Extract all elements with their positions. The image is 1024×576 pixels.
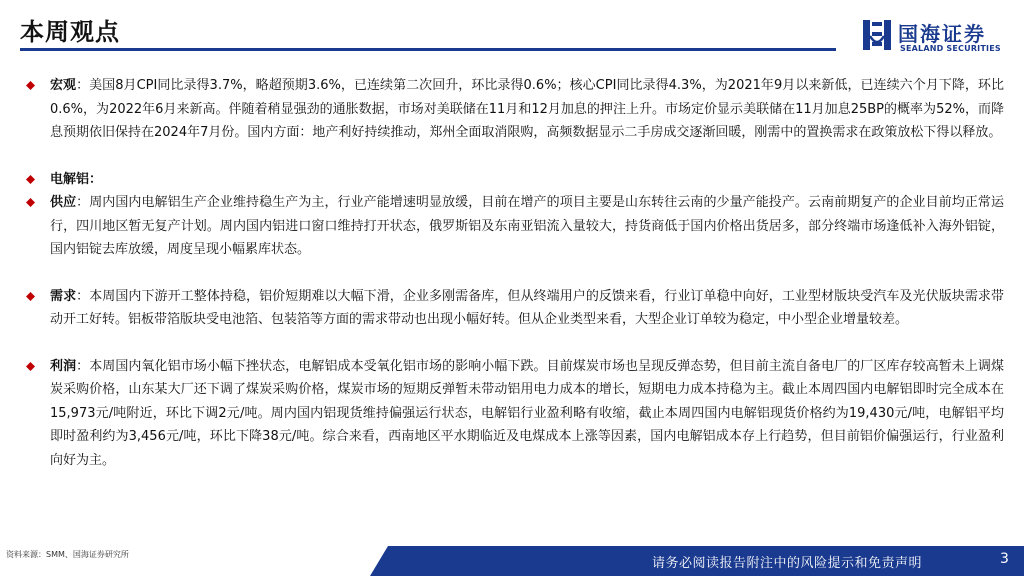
- diamond-bullet-icon: [26, 81, 35, 90]
- section-text: ：本周国内下游开工整体持稳，铝价短期难以大幅下滑，企业多刚需备库，但从终端用户的反馈来看，行业订单稳中向好，工业型材版块受汽车及光伏版块需求带动开工好转。铝板带箔版块受电池箔、包装箔等方面的需求带动也出现小幅好转。但从企业类型来看，大型企业订单较为稳定，中小型企业增量较差。: [50, 288, 1004, 327]
- diamond-bullet-icon: [26, 292, 35, 301]
- section-supply: [22, 191, 1004, 262]
- section-aluminum: [22, 168, 1004, 192]
- diamond-bullet-icon: [26, 175, 35, 184]
- page-number: 3: [1000, 551, 1009, 567]
- logo-chinese-name: 国海证券: [898, 22, 986, 46]
- section-label: 需求: [50, 288, 77, 304]
- section-demand: [22, 285, 1004, 332]
- logo-english-name: SEALAND SECURITIES: [900, 44, 1001, 53]
- source-note: 资料来源：SMM、国海证券研究所: [6, 550, 129, 559]
- disclaimer-text: 请务必阅读报告附注中的风险提示和免责声明: [652, 556, 923, 571]
- spacer: [22, 145, 1004, 168]
- section-text: ：周内国内电解铝生产企业维持稳生产为主，行业产能增速明显放缓，目前在增产的项目主要是山东转往云南的少量产能投产。云南前期复产的企业目前均正常运行，四川地区暂无复产计划。周内国内铝进口窗口维持打开状态，俄罗斯铝及东南亚铝流入量较大，持货商低于国内价格出货居多，部分终端市场逢低补入海外铝锭，国内铝锭去库放缓，周度呈现小幅累库状态。: [50, 195, 1004, 257]
- spacer: [22, 262, 1004, 285]
- sealand-logo-icon: [862, 18, 892, 52]
- section-label: 电解铝: [50, 171, 90, 187]
- weekly-views-content: [22, 74, 1004, 472]
- section-label: 利润: [50, 358, 77, 374]
- section-label: 供应: [50, 195, 77, 210]
- section-label: 宏观: [50, 78, 77, 93]
- section-profit: [22, 355, 1004, 473]
- page-title: 本周观点: [20, 18, 120, 46]
- spacer: [22, 332, 1004, 355]
- section-macro: [22, 74, 1004, 145]
- diamond-bullet-icon: [26, 362, 35, 371]
- brand-logo: [862, 18, 1012, 58]
- header-rule: [20, 48, 836, 51]
- diamond-bullet-icon: [26, 198, 35, 207]
- section-text: ：: [89, 171, 103, 187]
- section-text: ：本周国内氧化铝市场小幅下挫状态，电解铝成本受氧化铝市场的影响小幅下跌。目前煤炭市场也呈现反弹态势，但目前主流自备电厂的厂区库存较高暂未上调煤炭采购价格，山东某大厂还下调了煤炭采购价格，煤炭市场的短期反弹暂未带动铝用电力成本的增长，短期电力成本持稳为主。截止本周四国内电解铝即时完全成本在15,973元/吨附近，环比下调2元/吨。周内国内铝现货维持偏强运行状态，电解铝行业盈利略有收缩，截止本周四国内电解铝现货价格约为19,430元/吨，电解铝平均即时盈利约为3,456元/吨，环比下降38元/吨。综合来看，西南地区平水期临近及电煤成本上涨等因素，国内电解铝成本存上行趋势，但目前铝价偏强运行，行业盈利向好为主。: [50, 358, 1004, 468]
- section-text: ：美国8月CPI同比录得3.7%，略超预期3.6%，已连续第二次回升，环比录得0.6%；核心CPI同比录得4.3%，为2021年9月以来新低，已连续六个月下降，环比0.6%，为2022年6月来新高。伴随着稍显强劲的通胀数据，市场对美联储在11月和12月加息的押注上升。市场定价显示美联储在11月加息25BP的概率为52%，而降息预期依旧保持在2024年7月份。国内方面：地产利好持续推动，郑州全面取消限购，高频数据显示二手房成交逐渐回暖，刚需中的置换需求在政策放松下得以释放。: [50, 78, 1004, 140]
